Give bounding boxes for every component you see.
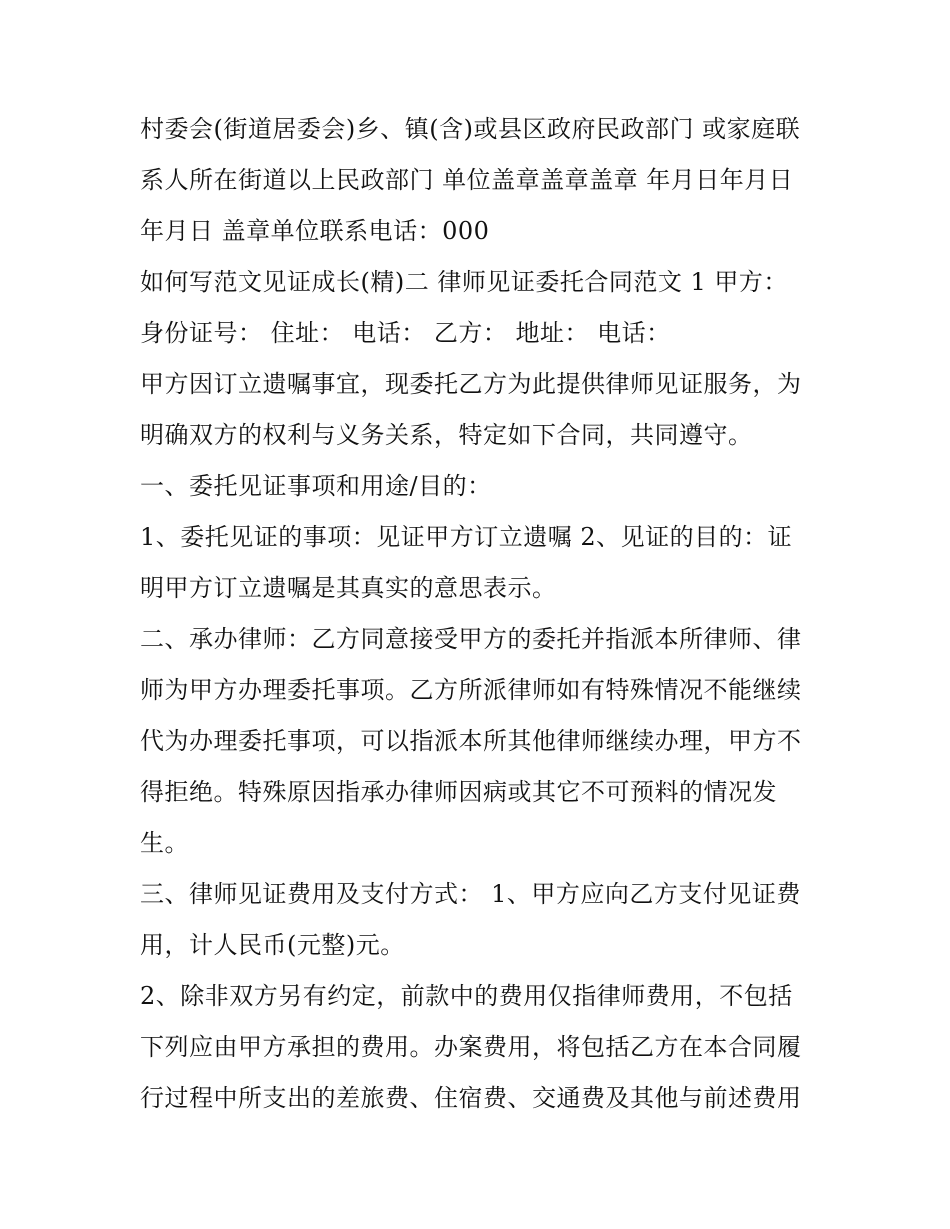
- text-line: 系人所在街道以上民政部门 单位盖章盖章盖章 年月日年月日: [140, 166, 794, 194]
- text-line: 村委会(街道居委会)乡、镇(含)或县区政府民政部门 或家庭联: [140, 115, 801, 143]
- text-line: 用，计人民币(元整)元。: [140, 931, 405, 959]
- text-line: 师为甲方办理委托事项。乙方所派律师如有特殊情况不能继续: [140, 676, 802, 704]
- text-line: 三、律师见证费用及支付方式： 1、甲方应向乙方支付见证费: [140, 880, 801, 908]
- text-line: 明确双方的权利与义务关系，特定如下合同，共同遵守。: [140, 421, 753, 449]
- text-line: 甲方因订立遗嘱事宜，现委托乙方为此提供律师见证服务，为: [140, 370, 802, 398]
- text-line: 生。: [140, 829, 189, 857]
- document-body: [140, 104, 820, 1124]
- text-line: 代为办理委托事项，可以指派本所其他律师继续办理，甲方不: [140, 727, 802, 755]
- text-line: 得拒绝。特殊原因指承办律师因病或其它不可预料的情况发: [140, 778, 777, 806]
- text-line: 明甲方订立遗嘱是其真实的意思表示。: [140, 574, 557, 602]
- text-line: 年月日 盖章单位联系电话：000: [140, 217, 490, 245]
- text-line: 2、除非双方另有约定，前款中的费用仅指律师费用，不包括: [140, 982, 793, 1010]
- text-line: 1、委托见证的事项：见证甲方订立遗嘱 2、见证的目的：证: [140, 523, 793, 551]
- section-heading: 一、委托见证事项和用途/目的：: [140, 472, 492, 500]
- text-line: 身份证号： 住址： 电话： 乙方： 地址： 电话：: [140, 319, 671, 347]
- text-line: 行过程中所支出的差旅费、住宿费、交通费及其他与前述费用: [140, 1084, 802, 1112]
- text-line: 下列应由甲方承担的费用。办案费用，将包括乙方在本合同履: [140, 1033, 802, 1061]
- text-line: 如何写范文见证成长(精)二 律师见证委托合同范文 1 甲方：: [140, 268, 788, 296]
- text-line: 二、承办律师：乙方同意接受甲方的委托并指派本所律师、律: [140, 625, 802, 653]
